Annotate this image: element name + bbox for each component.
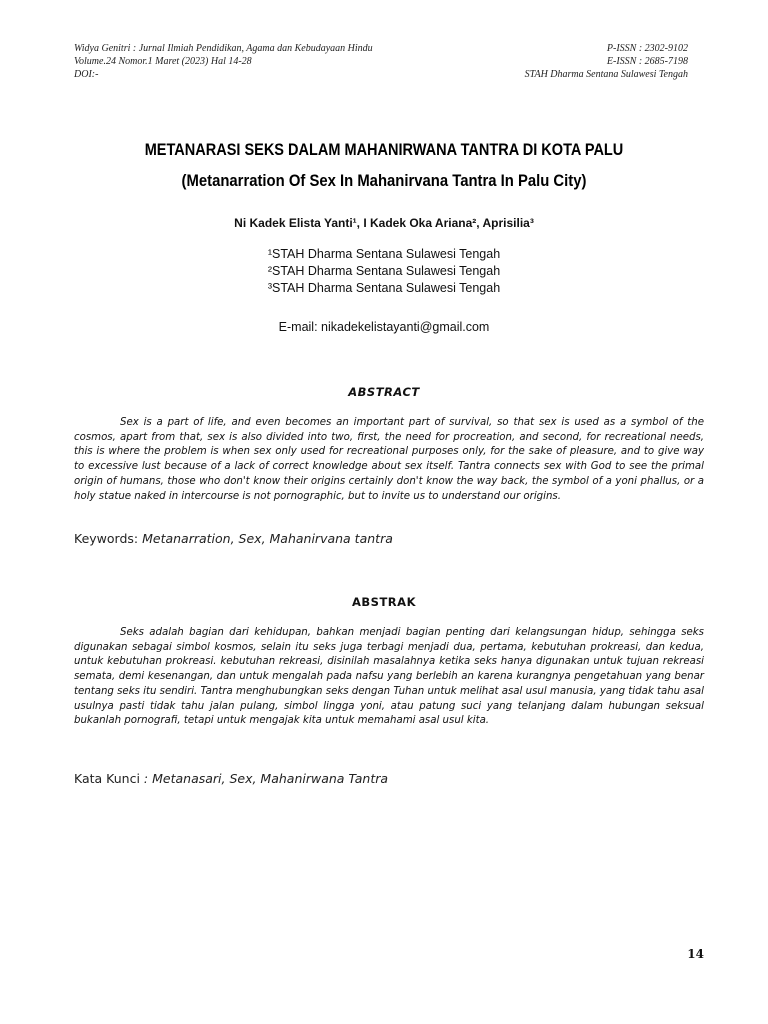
author-list: Ni Kadek Elista Yanti¹, I Kadek Oka Ariana², Aprisilia³ [234, 216, 534, 230]
affiliation-2: ²STAH Dharma Sentana Sulawesi Tengah [267, 264, 501, 278]
doi: DOI:- [74, 69, 99, 80]
paper-title: METANARASI SEKS DALAM MAHANIRWANA TANTRA DI KOTA PALU [144, 141, 624, 159]
keywords-line [74, 531, 393, 546]
keywords-value: Metanarration, Sex, Mahanirvana tantra [142, 531, 393, 546]
publisher-institution: STAH Dharma Sentana Sulawesi Tengah [524, 69, 688, 80]
contact-email: E-mail: nikadekelistayanti@gmail.com [278, 320, 490, 334]
abstrak-text: Seks adalah bagian dari kehidupan, bahkan menjadi bagian penting dari kelangsungan hidup, sehingga seks digunakan sebagai simbol kosmos, selain itu seks juga terbagi menjadi dua, pertama, kebutuhan prokreasi, dan kedua, untuk kebutuhan prokreasi. kebutuhan rekreasi, disinilah masalahnya ketika seks hanya digunakan untuk tujuan rekreasi semata, demi kesenangan, dan untuk mengalah pada nafsu yang berlebih an karena kurangnya pengetahuan yang benar tentang seks itu sendiri. Tantra menghubungkan seks dengan Tuhan untuk melihat asal usul manusia, yang tidak tahu asal usulnya pasti tidak tahu jalan pulang, simbol lingga yoni, atau patung suci yang telanjang dalam hubungan seksual bukanlah pornografi, tetapi untuk mengajak kita untuk memahami asal usul kita. [74, 627, 704, 727]
print-issn: P-ISSN : 2302-9102 [606, 43, 688, 54]
abstract-text: Sex is a part of life, and even becomes an important part of survival, so that sex is used as a symbol of the cosmos, apart from that, sex is also divided into two, first, the need for procreation, and second, for recreational needs, this is where the problem is when sex only used for recreational purposes only, for the sake of pleasure, and to give way to excessive lust because of a lack of correct knowledge about sex itself. Tantra connects sex with God to see the primal origin of humans, those who don't know their origins certainly don't know the way back, the symbol of a yoni phallus, or a holy statue naked in intercourse is not pornographic, but to invite us to understand our origins. [74, 417, 704, 502]
journal-name: Widya Genitri : Jurnal Ilmiah Pendidikan, Agama dan Kebudayaan Hindu [74, 43, 373, 54]
abstrak-heading: ABSTRAK [352, 595, 416, 609]
volume-info: Volume.24 Nomor.1 Maret (2023) Hal 14-28 [74, 56, 252, 67]
keywords-label: Keywords: [74, 531, 143, 546]
paper-title-english: (Metanarration Of Sex In Mahanirvana Tantra In Palu City) [181, 172, 587, 190]
kata-kunci-value: : Metanasari, Sex, Mahanirwana Tantra [143, 771, 389, 786]
kata-kunci-line [74, 771, 388, 786]
kata-kunci-label: Kata Kunci [74, 771, 144, 786]
affiliation-3: ³STAH Dharma Sentana Sulawesi Tengah [267, 281, 501, 295]
abstract-heading: ABSTRACT [348, 385, 420, 399]
affiliation-1: ¹STAH Dharma Sentana Sulawesi Tengah [267, 247, 501, 261]
electronic-issn: E-ISSN : 2685-7198 [606, 56, 688, 67]
running-header [74, 42, 688, 81]
page-number: 14 [687, 947, 704, 961]
affiliations [0, 246, 768, 297]
